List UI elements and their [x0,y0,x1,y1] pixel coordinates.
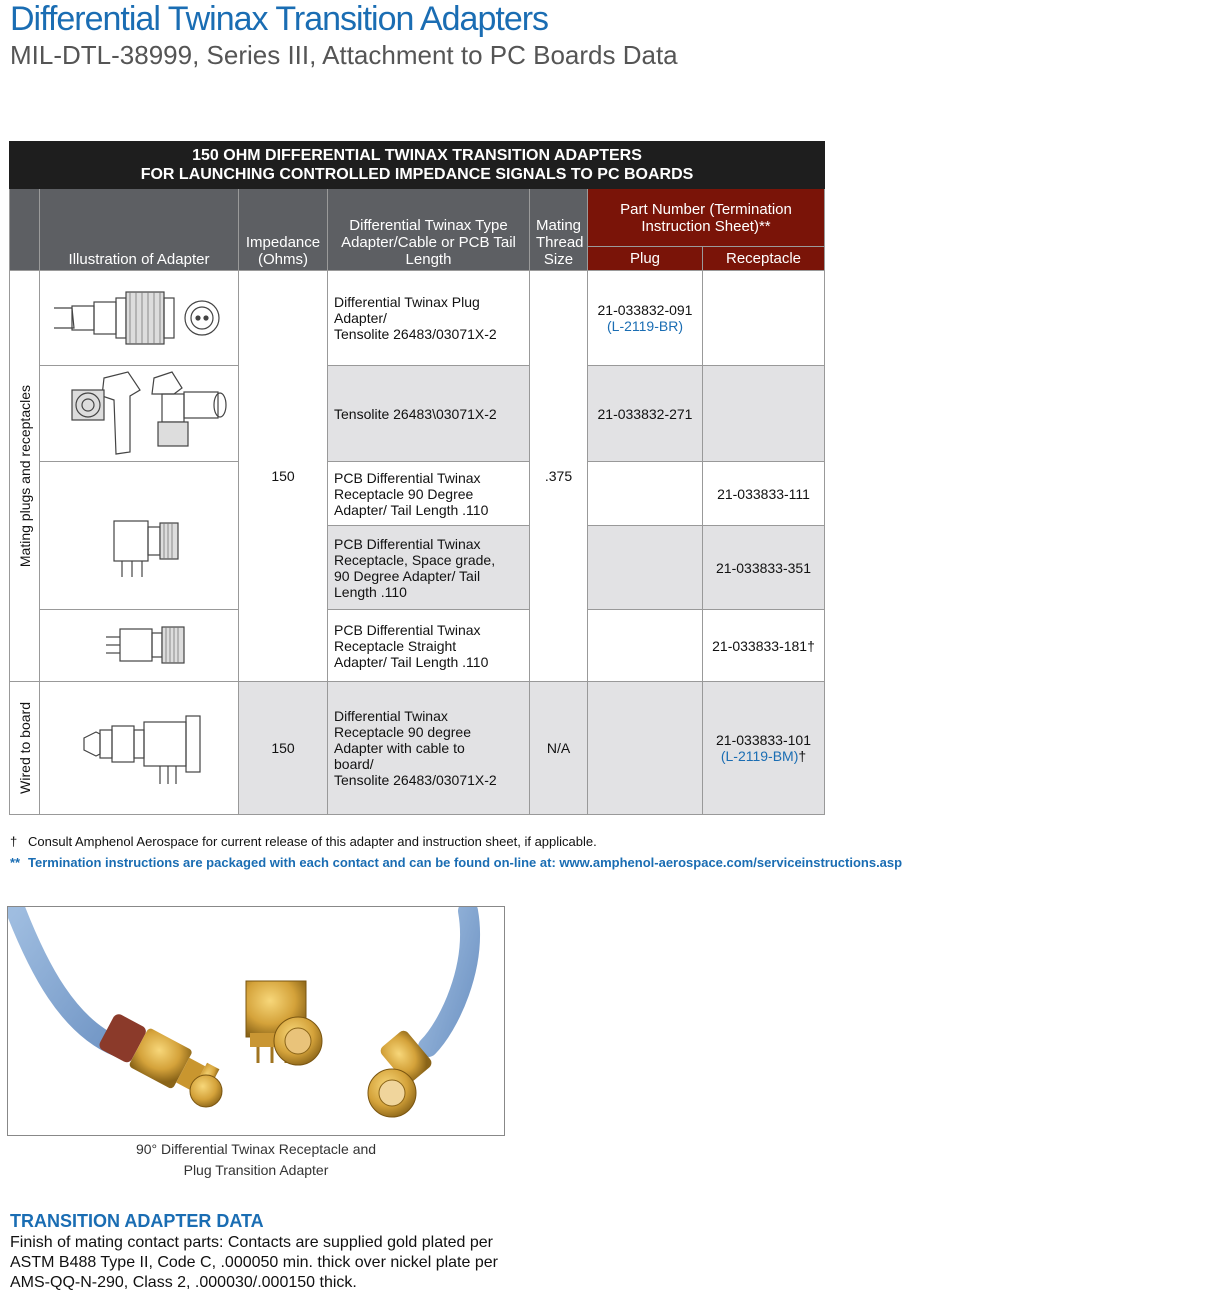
header-plug: Plug [588,247,703,271]
impedance-value: 150 [239,682,328,815]
footnote-mark: † [10,834,18,849]
receptacle-part-cell [703,526,825,610]
header-blank [10,189,40,271]
plug-part-number: 21-033832-091 [597,302,693,318]
receptacle-part-cell [703,366,825,462]
table-row [10,610,825,682]
footnote-mark: ** [10,855,21,870]
group-label-text: Mating plugs and receptacles [16,384,33,568]
illustration-plug-adapter [40,271,239,366]
type-line: Differential Twinax [334,708,448,724]
type-line: Adapter with cable to [334,740,465,756]
table-title-line2: FOR LAUNCHING CONTROLLED IMPEDANCE SIGNALS TO PC BOARDS [140,166,694,183]
type-cell [328,682,530,815]
type-line: 90 Degree Adapter/ Tail [334,567,481,584]
type-line: PCB Differential Twinax [334,535,481,552]
section-heading: TRANSITION ADAPTER DATA [10,1211,264,1231]
caption-line: 90° Differential Twinax Receptacle and [135,1141,377,1157]
type-line: Adapter/ Tail Length .110 [334,501,489,518]
type-line: Receptacle 90 degree [334,724,471,740]
adapter-table [9,141,825,815]
plug-part-cell [588,271,703,366]
plug-instruction-link[interactable]: (L-2119-BR) [607,318,683,334]
receptacle-part-cell [703,462,825,526]
table-row [10,271,825,366]
dagger-mark: † [798,748,807,764]
receptacle-instruction-link[interactable]: (L-2119-BM) [720,748,799,764]
receptacle-part-cell [703,682,825,815]
type-line: Adapter/ [334,310,387,326]
type-cell [328,526,530,610]
wired-receptacle-drawing [44,698,234,798]
caption-line: Plug Transition Adapter [183,1162,329,1178]
header-illustration: Illustration of Adapter [40,189,239,271]
group-label-text: Wired to board [16,702,33,794]
illustration-right-angle-adapters [40,366,239,462]
type-line: PCB Differential Twinax [334,469,481,486]
footnote-text: Termination instructions are packaged with each contact and can be found on-line at: www.amphenol-aerospace.com/serviceinstructions.asp [28,855,903,870]
plug-part-cell [588,526,703,610]
type-line: PCB Differential Twinax [334,621,481,638]
pcb-receptacle-straight-drawing [44,613,234,679]
header-receptacle: Receptacle [703,247,825,271]
type-line: Differential Twinax Plug [334,294,480,310]
page-subtitle: MIL-DTL-38999, Series III, Attachment to PC Boards Data [10,40,678,70]
table-title-line1: 150 OHM DIFFERENTIAL TWINAX TRANSITION ADAPTERS [192,147,642,164]
receptacle-part-number: 21-033833-181 [712,637,808,654]
receptacle-part-cell [703,610,825,682]
type-line: Receptacle 90 Degree [334,485,474,502]
table-row [10,682,825,815]
table-title [10,142,825,189]
footnote-text: Consult Amphenol Aerospace for current release of this adapter and instruction sheet, if applicable. [28,834,597,849]
group-label-wired [10,682,40,815]
type-cell [328,366,530,462]
impedance-value: 150 [239,271,328,682]
right-angle-adapters-drawing [44,368,234,460]
receptacle-part-number: 21-033833-101 [716,732,811,748]
footnote-termination [10,855,902,870]
table-row [10,462,825,526]
section-body: Finish of mating contact parts: Contacts are supplied gold plated per ASTM B488 Type II, Code C, .000050 min. thick over nickel plate per AMS-QQ-N-290, Class 2, .000030/.000150 thick. [10,1234,498,1291]
type-cell [328,610,530,682]
header-part-number: Part Number (Termination Instruction Sheet)** [588,189,825,247]
table-row [10,366,825,462]
plug-part-cell [588,682,703,815]
type-cell [328,271,530,366]
adapter-photo-drawing [8,907,504,1135]
illustration-pcb-receptacle-90 [40,462,239,610]
receptacle-part-number: 21-033833-351 [716,559,811,576]
illustration-wired-receptacle [40,682,239,815]
receptacle-part-number: 21-033833-111 [717,485,810,502]
type-cell [328,462,530,526]
footnote-dagger [10,834,597,849]
thread-size-value: N/A [530,682,588,815]
receptacle-part-cell [703,271,825,366]
adapter-photo [7,906,505,1136]
dagger-mark: † [807,637,815,654]
plug-adapter-drawing [44,278,234,358]
thread-size-value: .375 [530,271,588,682]
header-type: Differential Twinax Type Adapter/Cable or PCB Tail Length [328,189,530,271]
illustration-pcb-receptacle-straight [40,610,239,682]
plug-part-cell [588,462,703,526]
header-impedance: Impedance (Ohms) [239,189,328,271]
page-title: Differential Twinax Transition Adapters [10,0,549,38]
type-line: Adapter/ Tail Length .110 [334,653,489,670]
type-line: Tensolite 26483\03071X-2 [334,405,497,422]
photo-caption [60,1139,452,1181]
plug-part-number: 21-033832-271 [597,405,693,422]
type-line: Receptacle, Space grade, [334,551,496,568]
plug-part-cell [588,366,703,462]
header-thread: Mating Thread Size [530,189,588,271]
type-line: board/ [334,756,374,772]
type-line: Tensolite 26483/03071X-2 [334,326,497,342]
pcb-receptacle-90-drawing [44,481,234,591]
type-line: Receptacle Straight [334,637,457,654]
plug-part-cell [588,610,703,682]
group-label-mating [10,271,40,682]
type-line: Length .110 [334,583,407,600]
type-line: Tensolite 26483/03071X-2 [334,772,497,788]
